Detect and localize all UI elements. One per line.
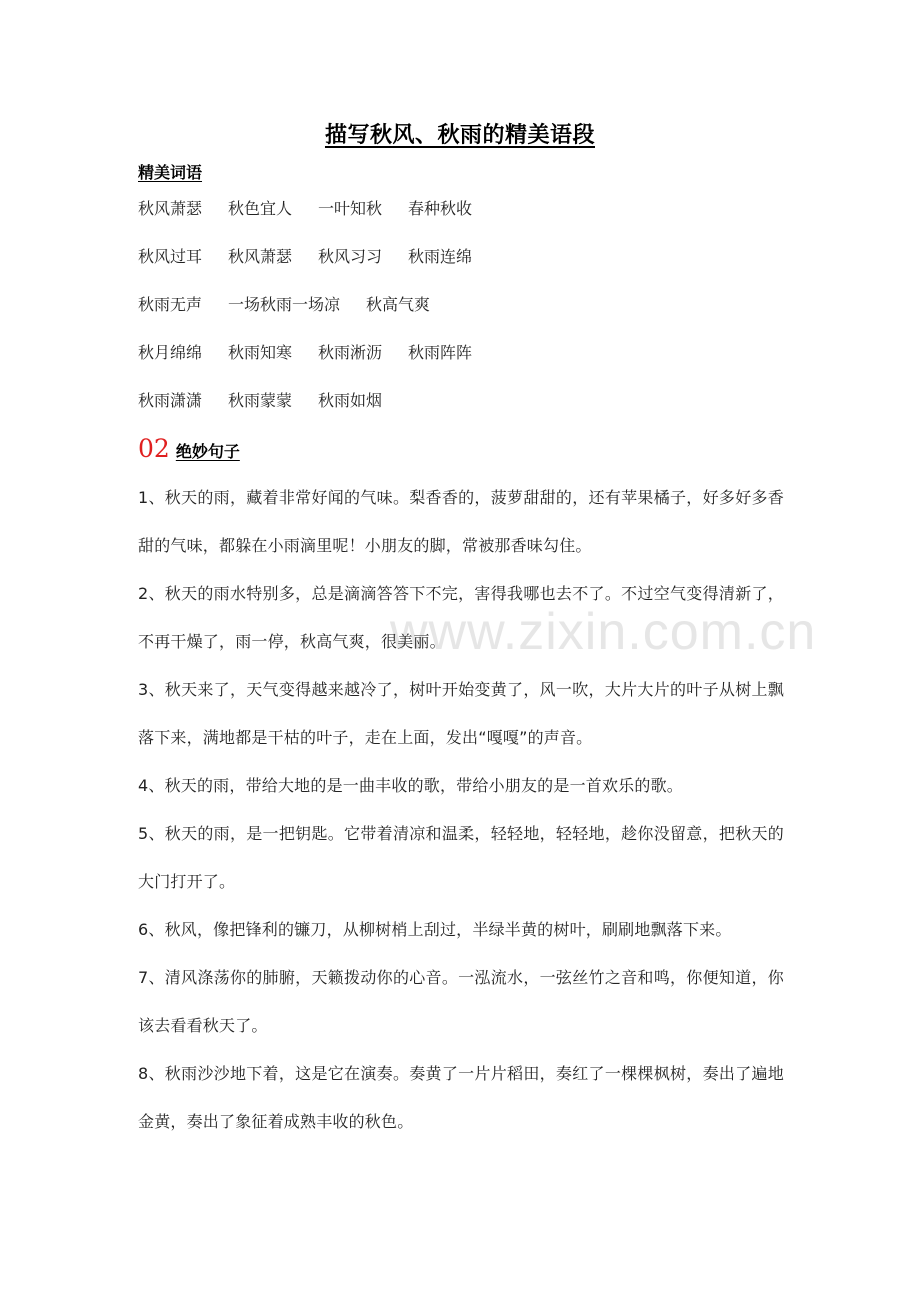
sentence-paragraph: 8、秋雨沙沙地下着，这是它在演奏。奏黄了一片片稻田，奏红了一棵棵枫树，奏出了遍地金黄，奏出了象征着成熟丰收的秋色。 — [138, 1064, 784, 1131]
sentence-paragraph: 5、秋天的雨，是一把钥匙。它带着清凉和温柔，轻轻地，轻轻地，趁你没留意，把秋天的大门打开了。 — [138, 824, 784, 891]
sentence-paragraph: 2、秋天的雨水特别多，总是滴滴答答下不完，害得我哪也去不了。不过空气变得清新了，不再干燥了，雨一停，秋高气爽，很美丽。 — [138, 584, 784, 651]
word-item: 春种秋收 — [408, 199, 473, 218]
watermark: www.zixin.com.cn — [390, 603, 817, 661]
word-item: 秋色宜人 — [228, 199, 293, 218]
word-item: 秋风过耳 — [138, 247, 203, 266]
word-item: 秋雨连绵 — [408, 247, 473, 266]
word-item: 秋风萧瑟 — [138, 199, 203, 218]
word-item: 秋雨淅沥 — [318, 343, 383, 362]
word-row — [138, 388, 408, 414]
section-label: 绝妙句子 — [175, 442, 240, 461]
word-item: 秋雨潇潇 — [138, 391, 203, 410]
word-item: 秋月绵绵 — [138, 343, 203, 362]
section-heading-words: 精美词语 — [138, 163, 203, 182]
word-item: 一场秋雨一场凉 — [228, 295, 341, 314]
word-item: 秋雨无声 — [138, 295, 203, 314]
sentence-paragraph: 6、秋风，像把锋利的镰刀，从柳树梢上刮过，半绿半黄的树叶，刷刷地飘落下来。 — [138, 920, 732, 939]
sentence-paragraph: 3、秋天来了，天气变得越来越冷了，树叶开始变黄了，风一吹，大片大片的叶子从树上飘落下来，满地都是干枯的叶子，走在上面，发出“嘎嘎”的声音。 — [138, 680, 784, 747]
sentence-paragraph: 4、秋天的雨，带给大地的是一曲丰收的歌，带给小朋友的是一首欢乐的歌。 — [138, 776, 683, 795]
sentence-paragraph: 7、清风涤荡你的肺腑，天籁拨动你的心音。一泓流水，一弦丝竹之音和鸣，你便知道，你该去看看秋天了。 — [138, 968, 784, 1035]
sentence-paragraph: 1、秋天的雨，藏着非常好闻的气味。梨香香的，菠萝甜甜的，还有苹果橘子，好多好多香甜的气味，都躲在小雨滴里呢！小朋友的脚，常被那香味勾住。 — [138, 488, 784, 555]
word-row — [138, 244, 498, 270]
word-item: 秋雨知寒 — [228, 343, 293, 362]
section-heading-sentences — [138, 434, 240, 468]
document-title: 描写秋风、秋雨的精美语段 — [324, 122, 595, 148]
word-item: 秋雨如烟 — [318, 391, 383, 410]
word-item: 秋风习习 — [318, 247, 383, 266]
word-row — [138, 196, 498, 222]
word-item: 秋风萧瑟 — [228, 247, 293, 266]
word-item: 秋雨蒙蒙 — [228, 391, 293, 410]
word-item: 秋高气爽 — [366, 295, 431, 314]
word-item: 秋雨阵阵 — [408, 343, 473, 362]
word-row — [138, 292, 456, 318]
word-item: 一叶知秋 — [318, 199, 383, 218]
word-row — [138, 340, 498, 366]
section-number: 02 — [138, 434, 170, 463]
